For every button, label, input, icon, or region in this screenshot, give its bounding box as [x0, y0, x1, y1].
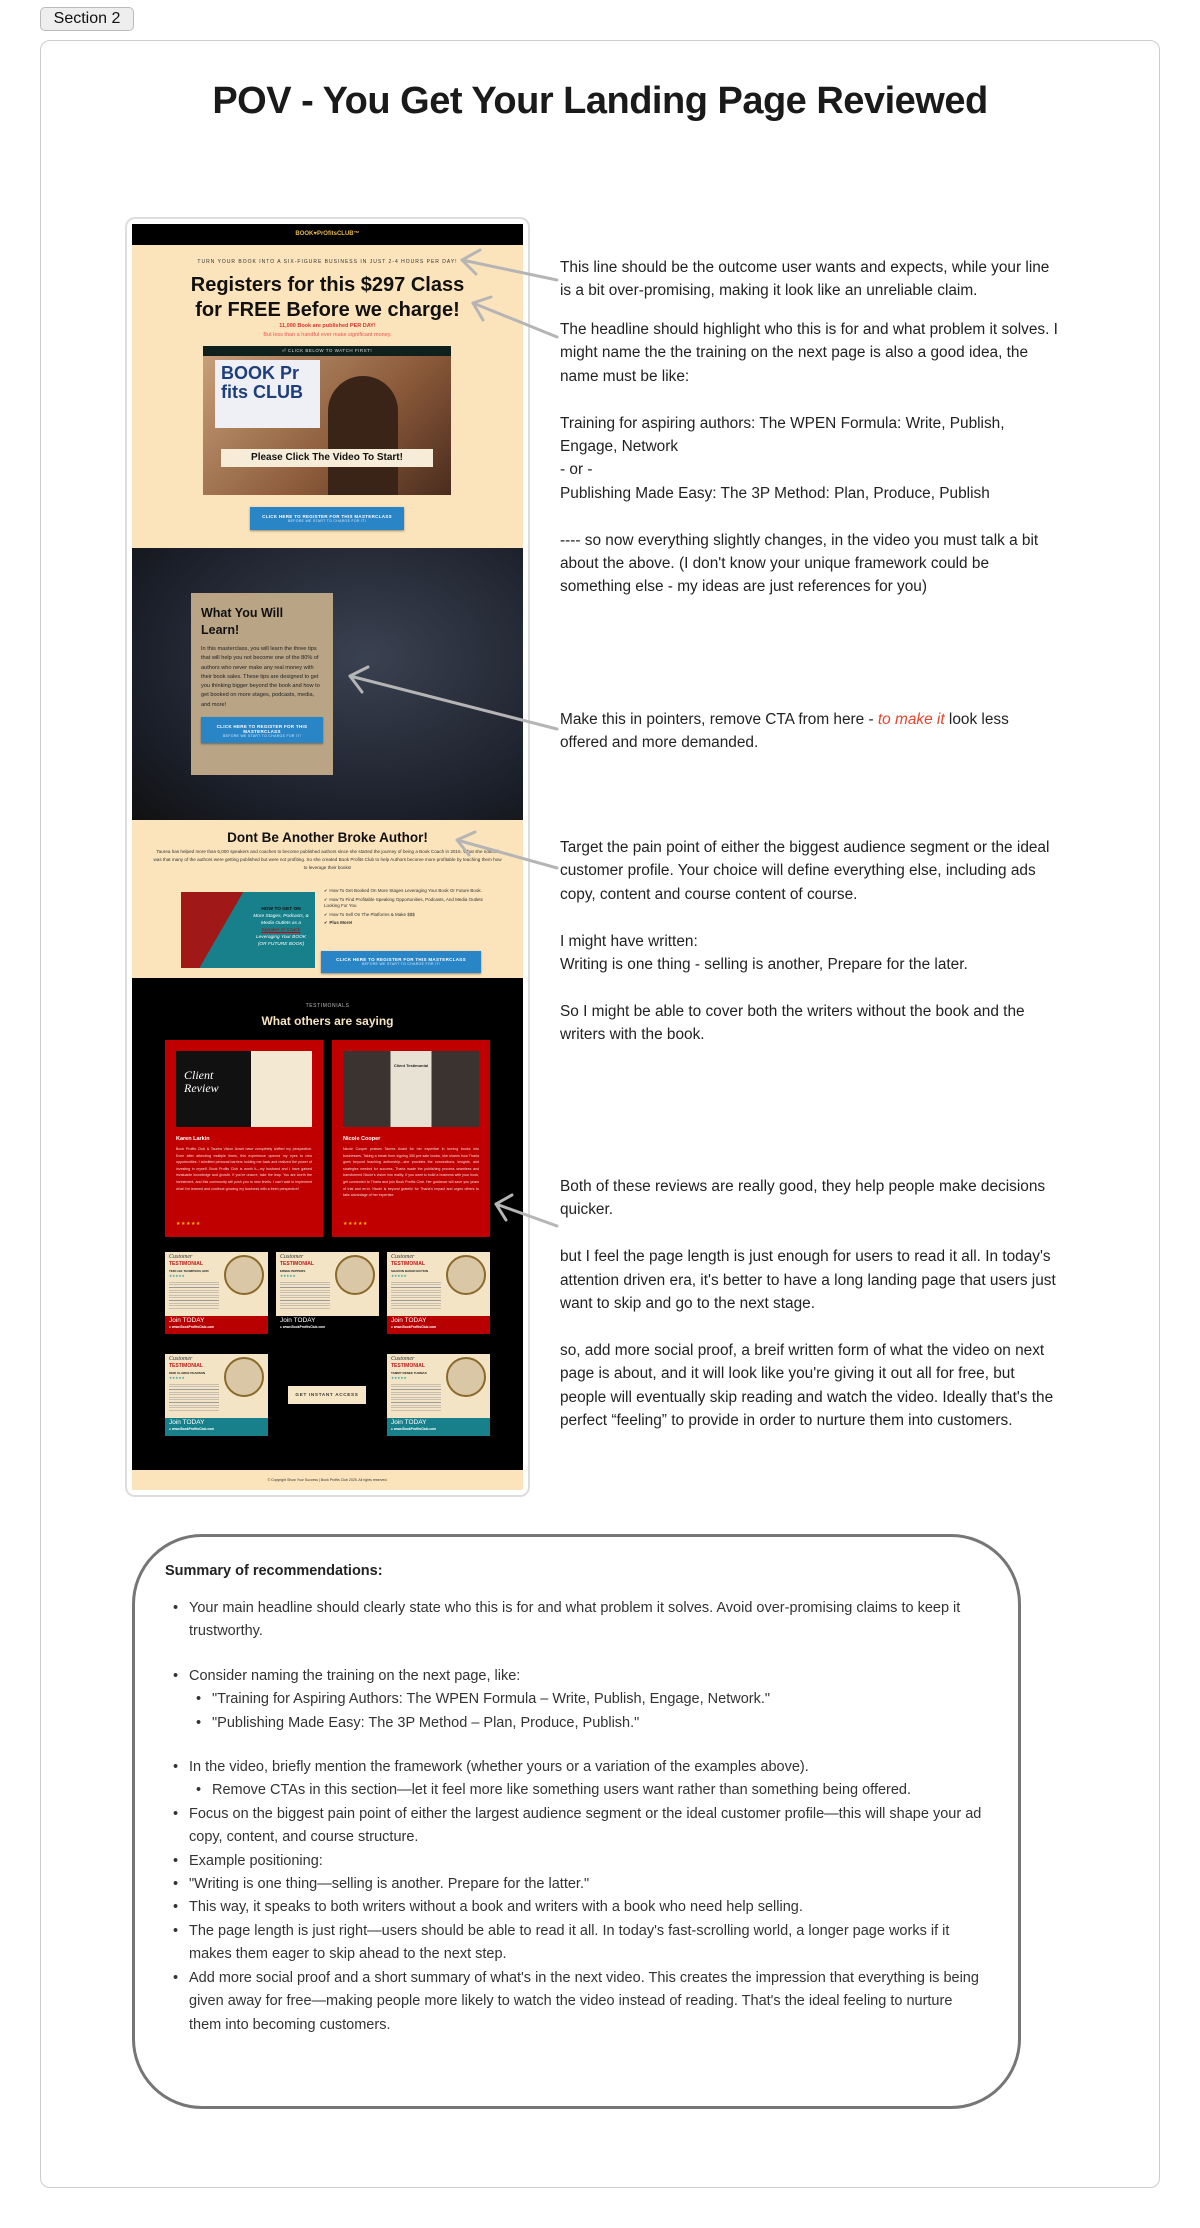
note-text: but I feel the page length is just enough for users to read it all. In today's attention driven era, it's better to have a long landing page that users just want to skip and go to the next stage. — [560, 1248, 1056, 1313]
tile-photo — [224, 1255, 264, 1295]
tile-photo — [224, 1357, 264, 1397]
landing-stat-sub: But less than a handful ever make significant money. — [263, 332, 392, 338]
cta-label: CLICK HERE TO REGISTER FOR THIS MASTERCLASS — [216, 724, 308, 735]
review-card — [165, 1040, 323, 1237]
register-cta-button[interactable] — [250, 507, 404, 530]
promo-highlight: Speaker or Coach — [261, 928, 301, 933]
video-caption: Please Click The Video To Start! — [221, 449, 433, 467]
section-tag: Section 2 — [40, 7, 134, 31]
tile-join-banner — [276, 1316, 379, 1334]
video-strip: ⏎ CLICK BELOW TO WATCH FIRST! — [203, 346, 451, 356]
note-text: The headline should highlight who this is for and what problem it solves. I might name the the training on the next page is also a good idea, the name must be like: — [560, 321, 1058, 385]
tile-url: ● www.BookProfitsClub.com — [169, 1325, 215, 1329]
tile-label: TESTIMONIAL — [169, 1261, 203, 1267]
summary-heading: Summary of recommendations: — [165, 1563, 383, 1579]
cta-label: CLICK HERE TO REGISTER FOR THIS MASTERCLASS — [262, 514, 392, 519]
summary-item: • Consider naming the training on the next page, like: — [165, 1665, 988, 1688]
note-text: Make this in pointers, remove CTA from here - — [560, 711, 878, 728]
summary-list — [165, 1597, 988, 2037]
reviewer-name: Nicole Cooper — [343, 1136, 381, 1142]
note-learn-section — [560, 708, 1060, 755]
video-presenter — [328, 376, 398, 495]
get-instant-access-button[interactable]: GET INSTANT ACCESS — [288, 1386, 366, 1404]
customer-testimonial-tile — [387, 1252, 490, 1334]
learn-cta-button[interactable] — [201, 717, 323, 743]
summary-item: • The page length is just right—users should be able to read it all. In today's fast-scrolling world, a longer page works if it makes them eager to skip ahead to the next step. — [165, 1920, 988, 1967]
note-text: - or - — [560, 461, 593, 479]
tile-customer-name: TAMMY RENEE THOMAS — [391, 1371, 427, 1375]
tile-url: ● www.BookProfitsClub.com — [169, 1427, 215, 1431]
page-title: POV - You Get Your Landing Page Reviewed — [212, 80, 988, 122]
landing-page-screenshot — [132, 224, 523, 1490]
tile-join-banner — [387, 1316, 490, 1334]
broke-cta-button[interactable] — [321, 951, 481, 973]
summary-item: • In the video, briefly mention the framework (whether yours or a variation of the examples above). — [165, 1756, 988, 1779]
note-text: so, add more social proof, a breif written form of what the video on next page is about, and it will look like you're giving it out all for free, but people will eventually skip reading and watch the video. Ideally that's the perfect “feeling” to provide in order to nurture them into customers. — [560, 1341, 1054, 1430]
tile-text-lines — [169, 1280, 219, 1310]
tile-customer-name: TERI LEE THOMPSON, EDD — [169, 1269, 209, 1273]
tile-url: ● www.BookProfitsClub.com — [280, 1325, 326, 1329]
testimonials-label: TESTIMONIALS — [305, 1003, 350, 1009]
video-player[interactable] — [203, 346, 451, 495]
tile-url: ● www.BookProfitsClub.com — [391, 1325, 437, 1329]
tile-join-banner — [387, 1418, 490, 1436]
tile-photo — [335, 1255, 375, 1295]
note-tagline: This line should be the outcome user wants and expects, while your line is a bit over-promising, making it look like an unreliable claim. — [560, 259, 1050, 300]
landing-headline — [132, 273, 523, 323]
summary-item: • This way, it speaks to both writers without a book and writers with a book who need help selling. — [165, 1896, 988, 1919]
summary-subitem: • "Training for Aspiring Authors: The WPEN Formula – Write, Publish, Engage, Network." — [165, 1688, 988, 1711]
tile-photo — [446, 1255, 486, 1295]
summary-item: • Focus on the biggest pain point of either the largest audience segment or the ideal customer profile—this will shape your ad copy, content, and course structure. — [165, 1803, 988, 1850]
tile-join-banner — [165, 1316, 268, 1334]
summary-subitem: • "Publishing Made Easy: The 3P Method – Plan, Produce, Publish." — [165, 1712, 988, 1735]
tile-stars: ★★★★★ — [391, 1274, 407, 1278]
note-highlight: to make it — [877, 711, 945, 728]
summary-item: • Add more social proof and a short summary of what's in the next video. This creates the impression that everything is being given away for free—making people more likely to watch the video instead of reading. That's the ideal feeling to nurture them into becoming customers. — [165, 1967, 988, 2037]
review-text: Book Profits Club & Taurea Vision Avant have completely shifted my perspective. Even after attending multiple times, this experience opened my eyes to new opportunities. I admitted personal barriers holding me back and realized the power of investing in myself. Book Profits Club is worth it—my husband and I have gained invaluable knowledge and growth. If you're unsure, take the leap. You are worth the investment, and this community will push you to new levels. I can't wait to implement what I've learned and continue growing my business with a fresh perspective! — [176, 1147, 312, 1191]
summary-item: • "Writing is one thing—selling is another. Prepare for the latter." — [165, 1873, 988, 1896]
cta-sub: BEFORE WE START TO CHARGE FOR IT! — [361, 962, 441, 966]
headline-line-1: Registers for this $297 Class — [190, 274, 465, 296]
benefit-item: ✔ How To Find Profitable Speaking Opportunities, Podcasts, And Media Outlets Looking For You — [324, 897, 489, 910]
star-rating: ★★★★★ — [176, 1221, 201, 1227]
tile-stars: ★★★★★ — [280, 1274, 296, 1278]
note-text: Both of these reviews are really good, they help people make decisions quicker. — [560, 1178, 1046, 1219]
tile-customer-name: SHARON BAKER BOYKIN — [391, 1269, 429, 1273]
tile-label: Customer — [169, 1254, 193, 1260]
promo-tail: Leveraging Your BOOK (OR FUTURE BOOK) — [255, 935, 307, 947]
video-board-logo: BOOK Pr fits CLUB — [215, 360, 320, 428]
tile-text-lines — [391, 1382, 441, 1412]
landing-footer-copyright: © Copyright Show Your Success | Book Profits Club 2025. All rights reserved. — [132, 1470, 523, 1490]
customer-testimonial-tile — [276, 1252, 379, 1334]
learn-text: In this masterclass, you will learn the three tips that will help you not become one of the 80% of authors who never make any real money with their book sales. These tips are designed to get you thinking bigger beyond the book and how to get booked on more stages, podcasts, media, and more! — [201, 646, 320, 708]
tile-url: ● www.BookProfitsClub.com — [391, 1427, 437, 1431]
tile-text-lines — [169, 1382, 219, 1412]
tile-label: Customer — [169, 1356, 193, 1362]
cta-sub: BEFORE WE START TO CHARGE FOR IT! — [222, 734, 302, 739]
learn-title: What You Will Learn! — [201, 606, 284, 637]
tile-label: TESTIMONIAL — [169, 1363, 203, 1369]
tile-customer-name: ERNEE PEPPERS — [280, 1269, 306, 1273]
tile-label: TESTIMONIAL — [391, 1261, 425, 1267]
promo-image — [181, 892, 315, 968]
tile-customer-name: KERI CLARKE PEARSON — [169, 1371, 206, 1375]
broke-title: Dont Be Another Broke Author! — [227, 830, 428, 845]
tile-join: Join TODAY — [391, 1419, 427, 1426]
note-text: I might have written: — [560, 932, 698, 950]
landing-logo: BOOK♥PrOfitsCLUB™ — [132, 224, 523, 245]
summary-item: • Your main headline should clearly state who this is for and what problem it solves. Avoid over-promising claims to keep it trustworthy. — [165, 1597, 988, 1644]
note-text: So I might be able to cover both the writers without the book and the writers with the book. — [560, 1002, 1025, 1044]
note-pain-point — [560, 836, 1060, 1047]
learn-card — [191, 593, 333, 775]
customer-testimonial-tile — [165, 1354, 268, 1436]
tile-stars: ★★★★★ — [391, 1376, 407, 1380]
tile-label: TESTIMONIAL — [280, 1261, 314, 1267]
reviewer-name: Karen Larkin — [176, 1136, 210, 1142]
review-video-thumbnail[interactable] — [343, 1051, 479, 1127]
summary-box — [132, 1534, 1021, 2109]
cta-label: CLICK HERE TO REGISTER FOR THIS MASTERCLASS — [336, 957, 466, 962]
tile-join-banner — [165, 1418, 268, 1436]
tile-photo — [446, 1357, 486, 1397]
customer-testimonial-tile — [165, 1252, 268, 1334]
tile-stars: ★★★★★ — [169, 1376, 185, 1380]
benefit-item: ✔ Plus More! — [324, 920, 489, 927]
landing-stat: 11,000 Book are published PER DAY! — [279, 323, 376, 329]
thumbnail-text: Client Review — [184, 1068, 219, 1095]
note-text: Writing is one thing - selling is another, Prepare for the later. — [560, 956, 968, 974]
promo-text: More Stages, Podcasts, & Media Outlets as a — [253, 914, 309, 926]
star-rating: ★★★★★ — [343, 1221, 368, 1227]
cta-sub: BEFORE WE START TO CHARGE FOR IT! — [287, 519, 367, 523]
tile-join: Join TODAY — [391, 1317, 427, 1324]
summary-subitem: • Remove CTAs in this section—let it feel more like something users want rather than something being offered. — [165, 1779, 988, 1802]
benefit-item: ✔ How To Get Booked On More Stages Leveraging Your Book Or Future Book. — [324, 888, 489, 895]
tile-text-lines — [280, 1280, 330, 1310]
benefit-list — [324, 888, 489, 929]
thumbnail-text: Client Testimonial — [393, 1063, 429, 1068]
landing-tagline: TURN YOUR BOOK INTO A SIX-FIGURE BUSINESS IN JUST 2-4 HOURS PER DAY! — [197, 259, 458, 265]
tile-text-lines — [391, 1280, 441, 1310]
tile-label: Customer — [391, 1356, 415, 1362]
tile-join: Join TODAY — [169, 1419, 205, 1426]
review-text: Nicole Cooper praises Taurea Avant for her expertise in turning books into businesses. Taking a break from signing 350 pre-sale books, she shares how Tharia goes beyond teaching authorship—she provides the connections, insights, and strategies needed for success. Tharia made the publishing process seamless and transformed Nicole's vision into reality. If you want to build a business with your book, get connected to Tharia and join Book Profits Club. Her guidance will save you years of trial and error. Nicole is beyond grateful for Tharia's impact and urges others to take advantage of her expertise. — [343, 1147, 479, 1198]
customer-testimonial-tile — [387, 1354, 490, 1436]
tile-stars: ★★★★★ — [169, 1274, 185, 1278]
benefit-item: ✔ How To Sell On The Platforms & Make $$$ — [324, 912, 489, 919]
note-text: Publishing Made Easy: The 3P Method: Plan, Produce, Publish — [560, 484, 990, 502]
note-text: look less offered and more demanded. — [560, 711, 1009, 752]
note-reviews — [560, 1175, 1060, 1432]
review-video-thumbnail[interactable] — [176, 1051, 312, 1127]
promo-title: HOW TO GET ON — [261, 907, 301, 912]
note-headline — [560, 318, 1060, 599]
tile-label: Customer — [280, 1254, 304, 1260]
broke-text: Taurea has helped more than 6,000 speakers and coaches to become published authors since she started the journey of being a Book Coach in 2015. What she noticed was that many of the authors were getting published but were not profiting. So she created Book Profits Club to help Authors become more profitable by teaching them how to leverage their books! — [153, 849, 502, 870]
note-text: Training for aspiring authors: The WPEN Formula: Write, Publish, Engage, Network — [560, 414, 1005, 456]
broke-author-section — [132, 820, 523, 978]
tile-join: Join TODAY — [169, 1317, 205, 1324]
tile-label: Customer — [391, 1254, 415, 1260]
headline-line-2: for FREE Before we charge! — [195, 299, 460, 321]
note-text: ---- so now everything slightly changes, in the video you must talk a bit about the above. (I don't know your unique framework could be something else - my ideas are just references for you) — [560, 531, 1039, 596]
review-card — [332, 1040, 490, 1237]
testimonials-heading: What others are saying — [261, 1014, 394, 1028]
tile-label: TESTIMONIAL — [391, 1363, 425, 1369]
summary-item: • Example positioning: — [165, 1850, 988, 1873]
note-text: Target the pain point of either the biggest audience segment or the ideal customer profile. Your choice will define everything else, including ads copy, content and course content of course. — [560, 839, 1050, 903]
tile-join: Join TODAY — [280, 1317, 316, 1324]
learn-section — [132, 548, 523, 820]
